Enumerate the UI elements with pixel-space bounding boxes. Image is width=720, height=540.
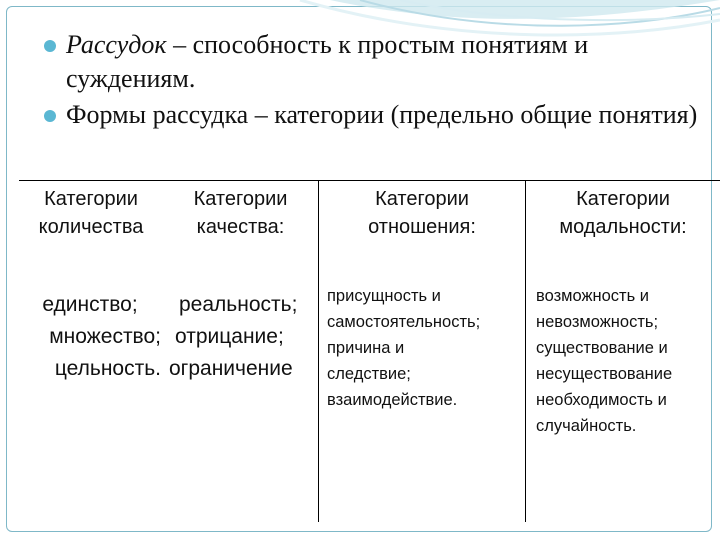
column-modality	[525, 180, 720, 522]
column-header-line: Категории	[576, 188, 670, 210]
column-header	[319, 185, 525, 241]
bullet-dot-icon	[44, 110, 56, 122]
column-items	[19, 289, 163, 385]
column-quality	[163, 180, 318, 522]
column-header-line: качества:	[196, 216, 285, 238]
list-item: присущность и	[327, 287, 441, 305]
column-items	[319, 283, 525, 413]
list-item: существование и	[536, 339, 668, 357]
column-header-line: отношения:	[368, 216, 476, 238]
column-header-line: Категории	[375, 188, 469, 210]
bullet-item-1	[44, 28, 704, 96]
list-item: возможность и	[536, 287, 650, 305]
bullet-item-2	[44, 98, 704, 132]
column-quantity	[19, 180, 163, 522]
list-item: причина и	[327, 339, 405, 357]
bullet-dot-icon	[44, 40, 56, 52]
column-header	[163, 185, 318, 241]
column-header-line: модальности:	[559, 216, 687, 238]
list-item: следствие;	[327, 365, 411, 383]
column-header	[19, 185, 163, 241]
bullet-text: Формы рассудка – категории (предельно общие понятия)	[66, 100, 698, 129]
list-item: множество;	[49, 325, 161, 348]
column-items	[526, 283, 720, 439]
list-item: несуществование	[536, 365, 673, 383]
categories-table	[19, 180, 720, 522]
list-item: единство;	[42, 293, 138, 316]
bullet-term: Рассудок	[66, 30, 167, 59]
column-header-line: Категории	[193, 188, 288, 210]
list-item: необходимость и	[536, 391, 667, 409]
list-item: невозможность;	[536, 313, 659, 331]
list-item: случайность.	[536, 417, 637, 435]
list-item: цельность.	[54, 357, 161, 380]
column-items	[163, 289, 318, 385]
list-item: реальность;	[179, 293, 298, 316]
column-header-line: количества	[38, 216, 144, 238]
bullet-list	[44, 28, 704, 132]
list-item: ограничение	[169, 357, 293, 380]
list-item: самостоятельность;	[327, 313, 481, 331]
bullet-text: – способность к простым понятиям и суждениям.	[66, 30, 589, 93]
column-header-line: Категории	[44, 188, 138, 210]
column-relation	[318, 180, 525, 522]
list-item: отрицание;	[175, 325, 284, 348]
list-item: взаимодействие.	[327, 391, 458, 409]
column-header	[526, 185, 720, 241]
